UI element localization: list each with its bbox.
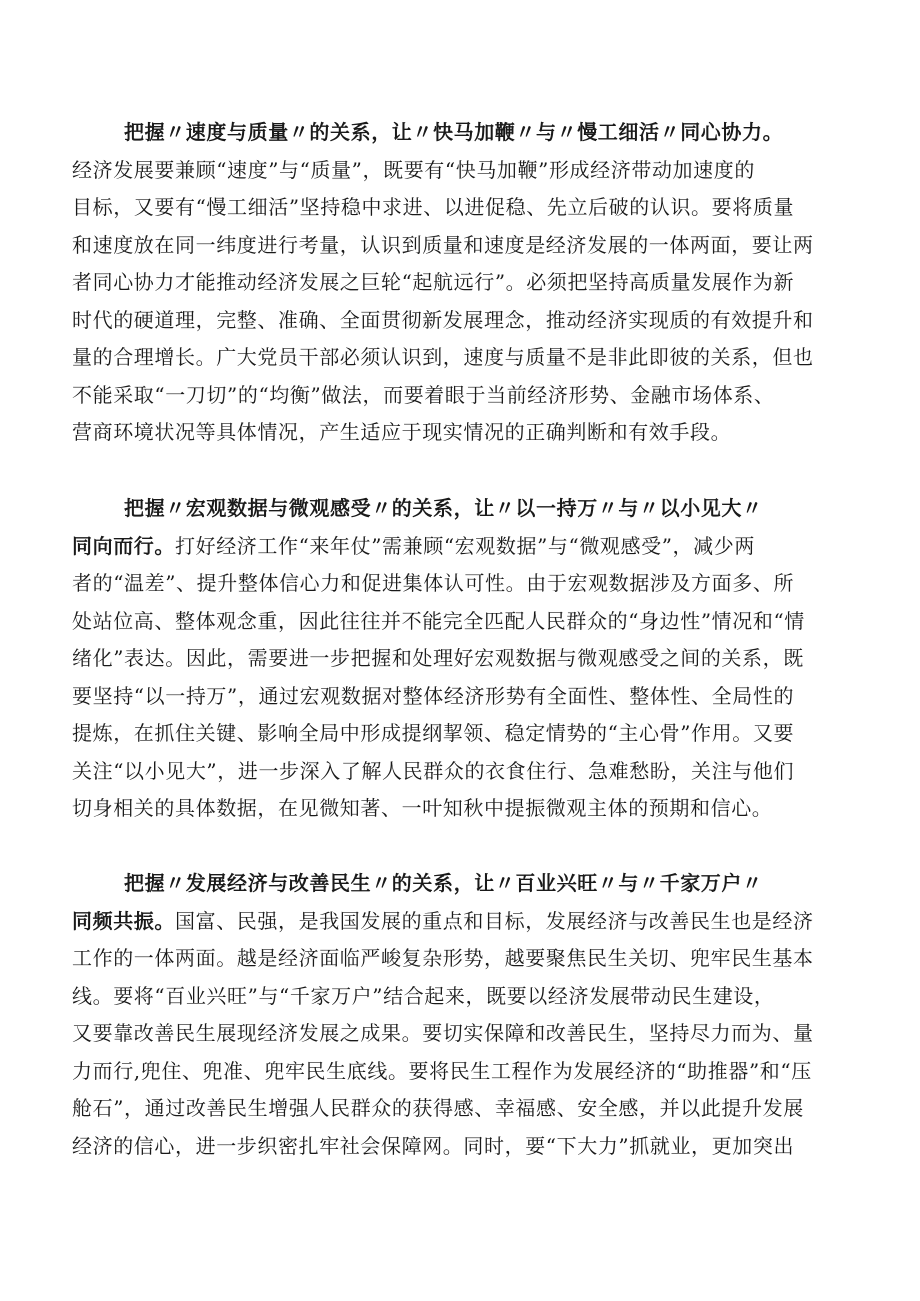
text-line bbox=[72, 528, 862, 566]
text-line: 关注“以小见大”，进一步深入了解人民群众的衣食住行、急难愁盼，关注与他们 bbox=[72, 758, 795, 783]
text-line: 线。要将“百业兴旺”与“千家万户”结合起来，既要以经济发展带动民生建设， bbox=[72, 983, 775, 1008]
paragraph-speed-quality bbox=[72, 114, 862, 452]
text-line: 经济发展要兼顾“速度”与“质量”，既要有“快马加鞭”形成经济带动加速度的 bbox=[72, 157, 755, 182]
paragraph-heading-continuation: 同向而行。 bbox=[72, 533, 175, 558]
text-line: 量的合理增长。广大党员干部必须认识到，速度与质量不是非此即彼的关系，但也 bbox=[72, 345, 814, 369]
text-line: 工作的一体两面。越是经济面临严峻复杂形势，越要聚焦民生关切、兜牢民生基本 bbox=[72, 946, 814, 970]
paragraph-heading: 把握〃宏观数据与微观感受〃的关系，让〃以一持万〃与〃以小见大〃 bbox=[124, 496, 763, 520]
text-line: 又要靠改善民生展现经济发展之成果。要切实保障和改善民生，坚持尽力而为、量 bbox=[72, 1021, 814, 1045]
text-line: 绪化”表达。因此，需要进一步把握和处理好宏观数据与微观感受之间的关系，既 bbox=[72, 646, 804, 670]
text-line: 时代的硬道理，完整、准确、全面贯彻新发展理念，推动经济实现质的有效提升和 bbox=[72, 307, 814, 332]
text-line-content: 国富、民强，是我国发展的重点和目标，发展经济与改善民生也是经济 bbox=[175, 908, 814, 933]
text-line: 目标，又要有“慢工细活”坚持稳中求进、以进促稳、先立后破的认识。要将质量 bbox=[72, 195, 795, 219]
text-line: 者同心协力才能推动经济发展之巨轮“起航远行”。必须把坚持高质量发展作为新 bbox=[72, 270, 795, 294]
text-line: 切身相关的具体数据，在见微知著、一叶知秋中提振微观主体的预期和信心。 bbox=[72, 796, 773, 820]
text-line: 舱石”，通过改善民生增强人民群众的获得感、幸福感、安全感，并以此提升发展 bbox=[72, 1096, 804, 1120]
text-line: 营商环境状况等具体情况，产生适应于现实情况的正确判断和有效手段。 bbox=[72, 420, 732, 444]
paragraph-heading: 把握〃发展经济与改善民生〃的关系，让〃百业兴旺〃与〃千家万户〃 bbox=[124, 871, 763, 895]
text-line: 要坚持“以一持万”，通过宏观数据对整体经济形势有全面性、整体性、全局性的 bbox=[72, 683, 795, 708]
text-line bbox=[72, 903, 862, 941]
text-line-content: 打好经济工作“来年仗”需兼顾“宏观数据”与“微观感受”，减少两 bbox=[175, 533, 755, 558]
text-line: 和速度放在同一纬度进行考量，认识到质量和速度是经济发展的一体两面，要让两 bbox=[72, 232, 814, 257]
text-line: 提炼，在抓住关键、影响全局中形成提纲挈领、稳定情势的“主心骨”作用。又要 bbox=[72, 721, 795, 745]
text-line: 者的“温差”、提升整体信心力和促进集体认可性。由于宏观数据涉及方面多、所 bbox=[72, 571, 795, 595]
paragraph-heading: 把握〃速度与质量〃的关系，让〃快马加鞭〃与〃慢工细活〃同心协力。 bbox=[124, 120, 784, 144]
paragraph-macro-micro bbox=[72, 490, 862, 828]
paragraph-heading-continuation: 同频共振。 bbox=[72, 908, 175, 933]
text-line: 力而行,兜住、兜准、兜牢民生底线。要将民生工程作为发展经济的“助推器”和“压 bbox=[72, 1058, 812, 1083]
text-line: 经济的信心，进一步织密扎牢社会保障网。同时，要“下大力”抓就业，更加突出 bbox=[72, 1133, 795, 1158]
paragraph-economy-livelihood bbox=[72, 865, 862, 1165]
text-line: 不能采取“一刀切”的“均衡”做法，而要着眼于当前经济形势、金融市场体系、 bbox=[72, 382, 775, 407]
text-line: 处站位高、整体观念重，因此往往并不能完全匹配人民群众的“身边性”情况和“情 bbox=[72, 608, 805, 633]
